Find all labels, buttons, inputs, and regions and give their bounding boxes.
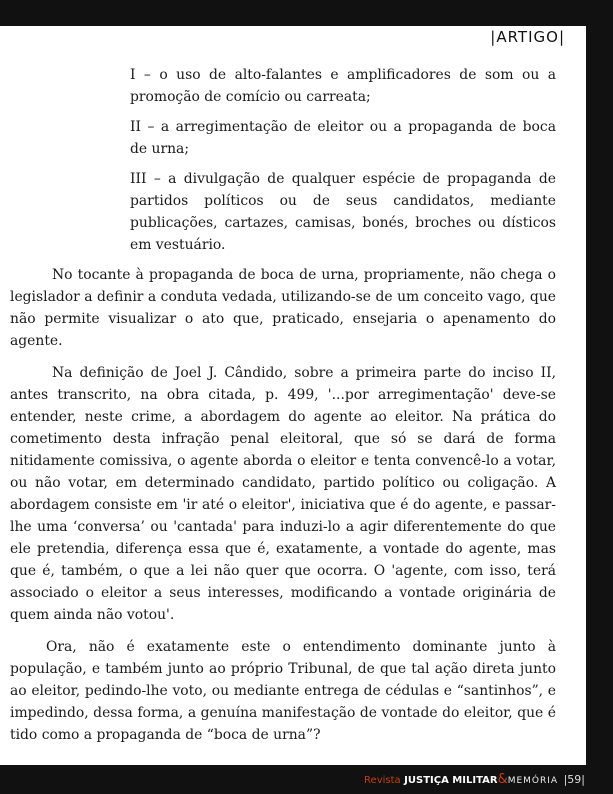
paragraph-1: No tocante à propaganda de boca de urna, propriamente, não chega o legislador a definir a conduta vedada, utilizando-se de um conceito vago, que não permite visualizar o ato que, praticado, ensejaria o apenamento do agente. <box>10 267 556 349</box>
paragraph-2: Na definição de Joel J. Cândido, sobre a primeira parte do inciso II, antes transcrito, na obra citada, p. 499, '...por arregimentação' deve-se entender, neste crime, a abordagem do agente ao eleitor. Na prática do cometimento desta infração penal eleitoral, que só se dará de forma nitidamente comissiva, o agente aborda o eleitor e tenta convencê-lo a votar, ou não votar, em determinado candidato, partido político ou coligação. A abordagem consiste em 'ir até o eleitor', iniciativa que é do agente, e passar-lhe uma ‘conversa’ ou 'cantada' para induzi-lo a agir diferentemente do que ele pretendia, diferença essa que é, exatamente, a vontade do agente, mas que é, também, o que a lei não quer que ocorra. O 'agente, com isso, terá associado o eleitor a seus interesses, modificando a vontade originária de quem ainda não votou'. <box>10 365 556 623</box>
footer-amp: & <box>497 772 508 787</box>
body-text <box>10 264 556 746</box>
page-footer <box>364 772 585 787</box>
footer-memoria: MEMÓRIA <box>507 776 559 786</box>
list-item-iii: III – a divulgação de qualquer espécie de propaganda de partidos políticos ou de seus candidatos, mediante publicações, cartazes, camisas, bonés, broches ou dísticos em vestuário. <box>130 171 556 253</box>
law-excerpt <box>130 64 556 256</box>
page-number: |59| <box>563 773 585 786</box>
list-item-i: I – o uso de alto-falantes e amplificadores de som ou a promoção de comício ou carreata; <box>130 67 556 105</box>
footer-revista: Revista <box>364 775 401 786</box>
section-label: |ARTIGO| <box>490 28 565 46</box>
right-border <box>586 0 613 794</box>
footer-justica: JUSTIÇA MILITAR <box>404 775 498 786</box>
top-border <box>0 0 613 26</box>
article-body <box>10 64 556 756</box>
paragraph-3: Ora, não é exatamente este o entendimento dominante junto à população, e também junto ao próprio Tribunal, de que tal ação direta junto ao eleitor, pedindo-lhe voto, ou mediante entrega de cédulas e “santinhos”, e impedindo, dessa forma, a genuína manifestação de vontade do eleitor, que é tido como a propaganda de “boca de urna”? <box>10 639 556 743</box>
list-item-ii: II – a arregimentação de eleitor ou a propaganda de boca de urna; <box>130 119 556 157</box>
